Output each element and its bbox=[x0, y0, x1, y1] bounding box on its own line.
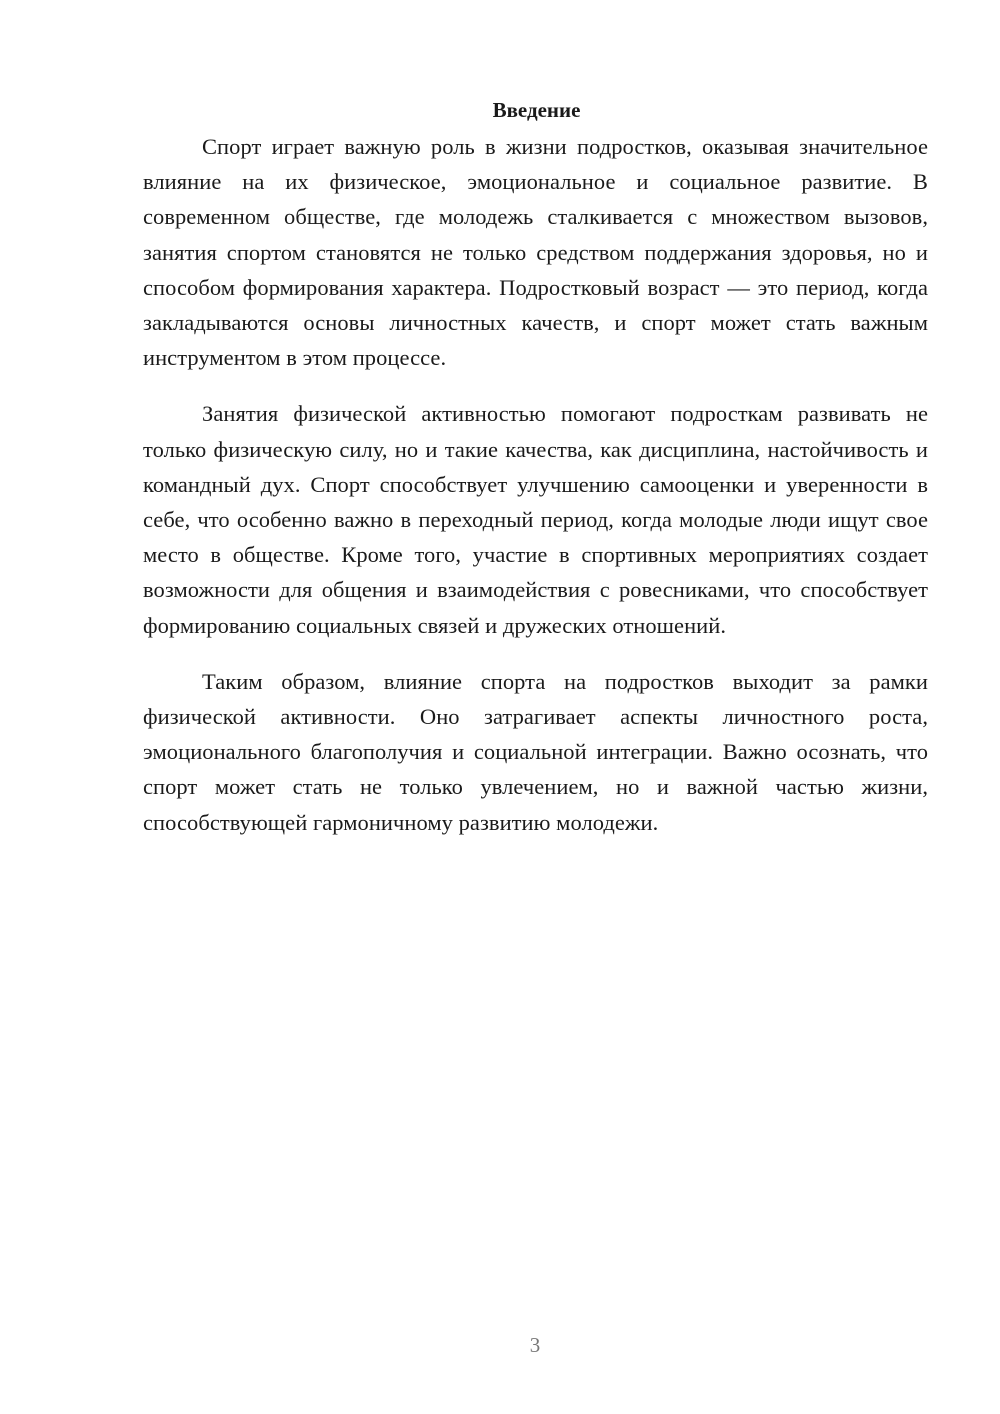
paragraph-3: Таким образом, влияние спорта на подростков выходит за рамки физической активности. Оно затрагивает аспекты личностного роста, эмоционального благополучия и социальной интеграции. Важно осознать, что спорт может стать не только увлечением, но и важной частью жизни, способствующей гармоничному развитию молодежи. bbox=[143, 668, 928, 835]
paragraph-2: Занятия физической активностью помогают подросткам развивать не только физическую силу, но и такие качества, как дисциплина, настойчивость и командный дух. Спорт способствует улучшению самооценки и уверенности в себе, что особенно важно в переходный период, когда молодые люди ищут свое место в обществе. Кроме того, участие в спортивных мероприятиях создает возможности для общения и взаимодействия с ровесниками, что способствует формированию социальных связей и дружеских отношений. bbox=[143, 401, 928, 638]
paragraph-1: Спорт играет важную роль в жизни подростков, оказывая значительное влияние на их физическое, эмоциональное и социальное развитие. В современном обществе, где молодежь сталкивается с множеством вызовов, занятия спортом становятся не только средством поддержания здоровья, но и способом формирования характера. Подростковый возраст — это период, когда закладываются основы личностных качеств, и спорт может стать важным инструментом в этом процессе. bbox=[143, 134, 928, 371]
section-heading: Введение bbox=[492, 98, 581, 122]
page-content bbox=[143, 92, 928, 840]
page-number: 3 bbox=[529, 1333, 541, 1357]
